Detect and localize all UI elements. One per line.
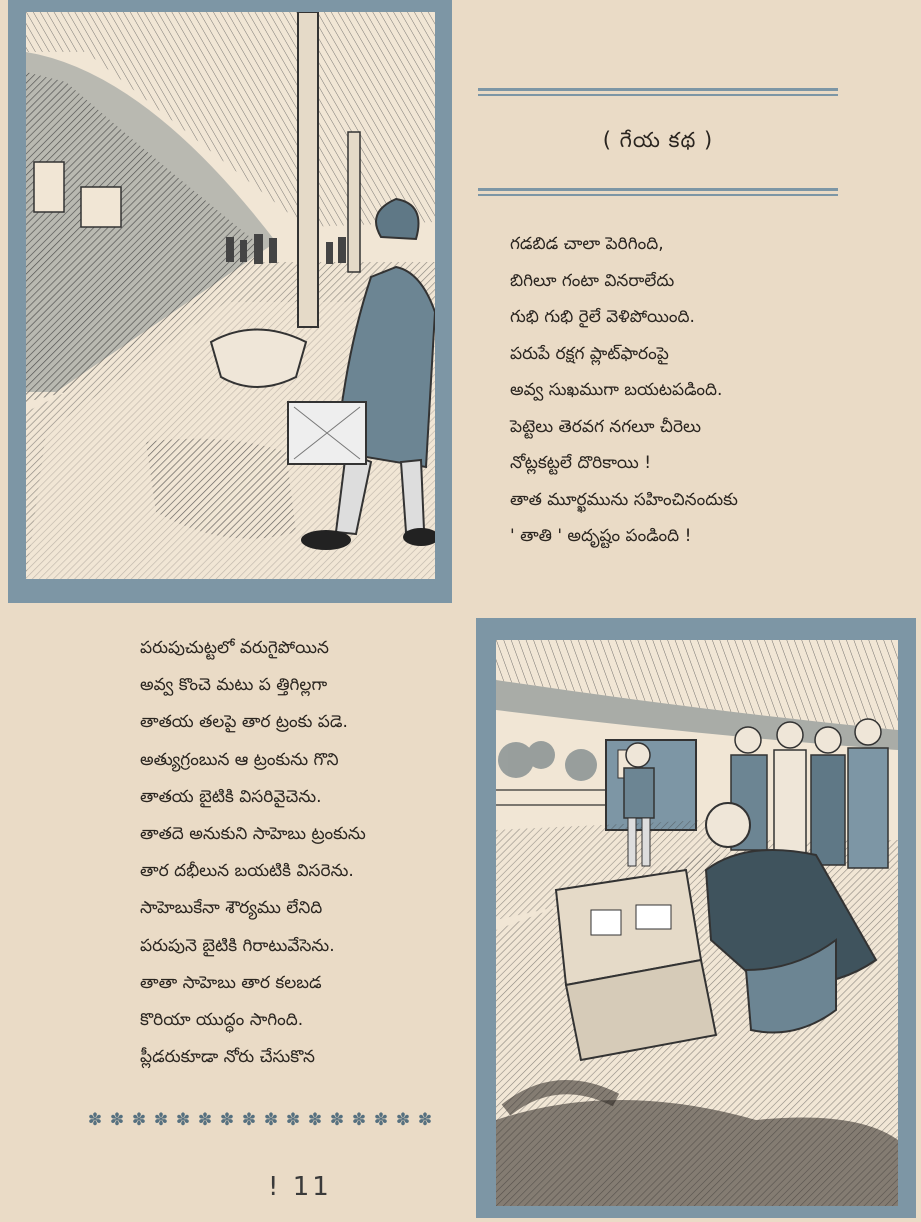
- poem-line: ' తాతి ' అదృష్టం పండింది !: [510, 526, 692, 546]
- poem-line: పరుపునె బైటికి గిరాటువేసెను.: [140, 935, 335, 956]
- flower-ornament: ✽: [263, 1110, 277, 1130]
- poem-line: తాతయ బైటికి విసరివైచెను.: [140, 786, 322, 807]
- poem-stanza-left: [140, 630, 366, 1076]
- flower-ornament: ✽: [153, 1110, 167, 1130]
- flower-ornament: ✽: [87, 1110, 101, 1130]
- poem-line: గడబిడ చాలా పెరిగింది,: [510, 234, 664, 254]
- illustration-panel: [26, 12, 435, 579]
- flower-ornament: ✽: [219, 1110, 233, 1130]
- poem-line: అవ్వ కొంచె మటు ప త్తిగిల్లగా: [140, 675, 328, 696]
- poem-line: బిగిలూ గంటా వినరాలేదు: [510, 270, 675, 291]
- poem-line: తాతయ తలపై తార ట్రంకు పడె.: [140, 712, 348, 733]
- decorative-flower-border: [83, 1108, 441, 1132]
- bottom-double-rule: [478, 188, 838, 197]
- old-man-trunk-illustration: [476, 618, 916, 1218]
- flower-ornament: ✽: [241, 1110, 255, 1130]
- poem-line: పరుపుచుట్టలో వరుగైపోయిన: [140, 638, 329, 658]
- flower-ornament: ✽: [417, 1110, 431, 1130]
- poem-stanza-right: [510, 226, 738, 555]
- poem-line: కొరియా యుద్ధం సాగింది.: [140, 1009, 304, 1030]
- flower-ornament: ✽: [307, 1110, 321, 1130]
- genre-subtitle: ( గేయ కథ ): [602, 128, 714, 152]
- poem-line: తాత మూర్ఖమును సహించినందుకు: [510, 489, 738, 510]
- flower-ornament: ✽: [351, 1110, 365, 1130]
- platform-scene-drawing: [26, 12, 435, 579]
- poem-line: తాతదె అనుకుని సాహెబు ట్రంకును: [140, 823, 366, 844]
- poem-line: తాతా సాహెబు తార కలబడ: [140, 972, 322, 993]
- flower-ornament: ✽: [109, 1110, 123, 1130]
- flower-ornament: ✽: [131, 1110, 145, 1130]
- flower-ornament: ✽: [175, 1110, 189, 1130]
- trunk-scene-drawing: [496, 640, 898, 1206]
- illustration-panel: [496, 640, 898, 1206]
- flower-ornament: ✽: [285, 1110, 299, 1130]
- top-double-rule: [478, 88, 838, 97]
- poem-line: అవ్వ సుఖముగా బయటపడింది.: [510, 380, 723, 400]
- poem-line: పెట్టెలు తెరవగ నగలూ చీరెలు: [510, 416, 701, 437]
- poem-line: అత్యుగ్రంబున ఆ ట్రంకును గొని: [140, 749, 339, 770]
- railway-platform-illustration: [8, 0, 452, 603]
- flower-ornament: ✽: [197, 1110, 211, 1130]
- flower-ornament: ✽: [329, 1110, 343, 1130]
- page-number: ! 11: [268, 1172, 332, 1202]
- poem-line: తార దభీలున బయటికి విసరెను.: [140, 861, 354, 882]
- flower-ornament: ✽: [395, 1110, 409, 1130]
- poem-line: సాహెబుకేనా శౌర్యము లేనిది: [140, 898, 323, 919]
- poem-line: పరుపే రక్షగ ప్లాట్‌ఫారంపై: [510, 343, 669, 364]
- poem-line: ప్లీడరుకూడా నోరు చేసుకొన: [140, 1047, 315, 1068]
- poem-line: నోట్లకట్టలే దొరికాయి !: [510, 453, 652, 473]
- poem-line: గుభి గుభి రైలే వెళిపోయింది.: [510, 307, 695, 327]
- flower-ornament: ✽: [373, 1110, 387, 1130]
